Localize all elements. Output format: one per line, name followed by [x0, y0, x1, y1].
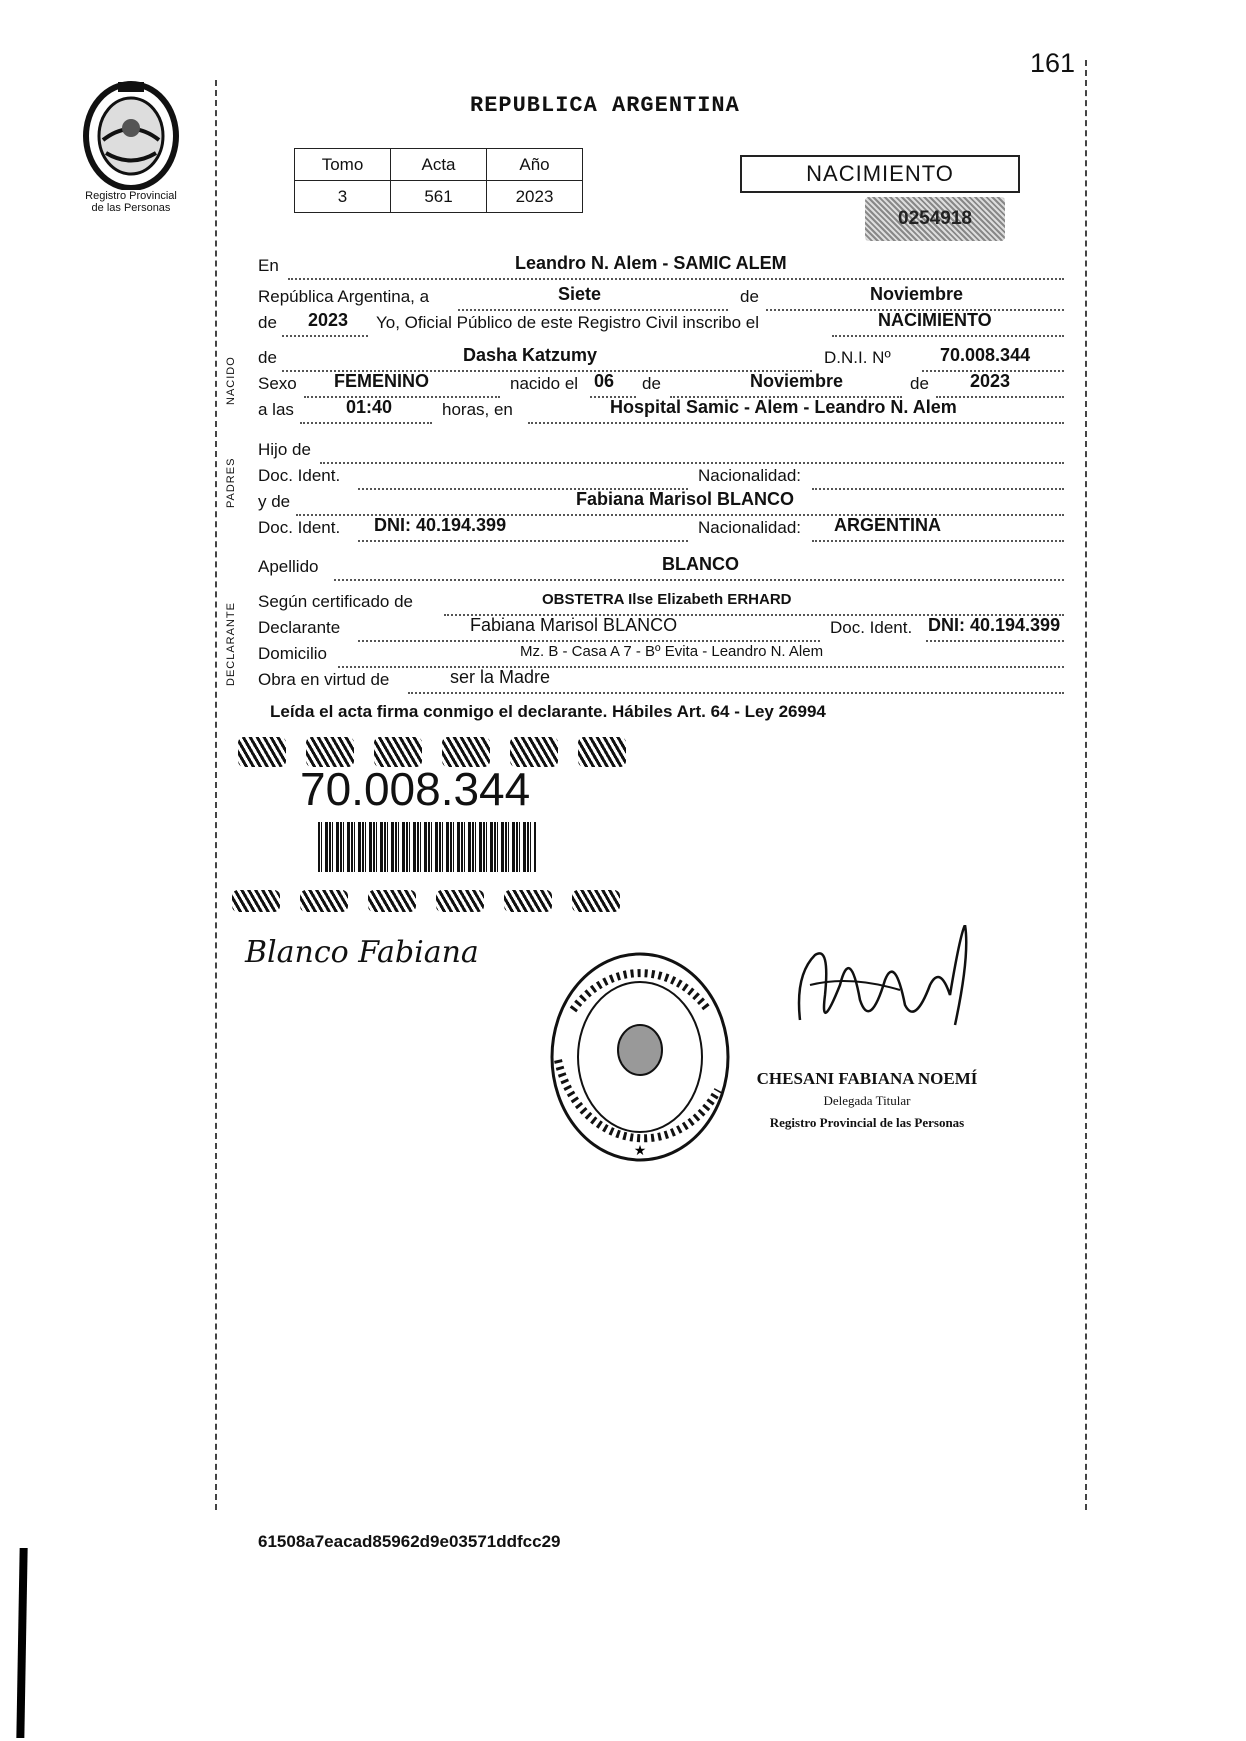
value-declarante: Fabiana Marisol BLANCO — [470, 615, 678, 635]
record-type-box: NACIMIENTO — [740, 155, 1020, 193]
id-number-large: 70.008.344 — [300, 763, 531, 815]
value-tomo: 3 — [295, 181, 391, 213]
stamp-number: 0254918 — [865, 197, 1005, 241]
provincial-crest-logo — [78, 78, 184, 190]
value-anio: 2023 — [487, 181, 583, 213]
value-acta: 561 — [391, 181, 487, 213]
security-marks-bottom — [232, 890, 672, 918]
value-nacido-dia: 06 — [594, 371, 615, 391]
value-certificado: OBSTETRA Ilse Elizabeth ERHARD — [542, 591, 792, 608]
signer-block — [742, 1068, 992, 1134]
value-dia: Siete — [558, 284, 602, 304]
signer-office: Registro Provincial de las Personas — [769, 1115, 965, 1130]
official-seal — [548, 950, 733, 1165]
label-en: En — [258, 256, 279, 275]
scan-edge-bar — [16, 1548, 27, 1738]
header-anio: Año — [487, 149, 583, 181]
side-label-nacido: NACIDO — [225, 356, 237, 405]
page-number: 161 — [1030, 48, 1076, 78]
value-mes: Noviembre — [870, 284, 964, 304]
page-title: REPUBLICA ARGENTINA — [470, 93, 740, 118]
value-domicilio: Mz. B - Casa A 7 - Bº Evita - Leandro N. Alem — [520, 643, 824, 660]
document-hash: 61508a7eacad85962d9e03571ddfcc29 — [258, 1532, 561, 1551]
record-table — [294, 148, 583, 213]
official-signature — [790, 925, 980, 1055]
header-tomo: Tomo — [295, 149, 391, 181]
value-obra: ser la Madre — [450, 667, 551, 687]
value-dni: 70.008.344 — [940, 345, 1031, 365]
value-anio-acta: 2023 — [308, 310, 349, 330]
value-lugar: Hospital Samic - Alem - Leandro N. Alem — [610, 397, 957, 417]
side-label-padres: PADRES — [225, 457, 237, 508]
value-madre: Fabiana Marisol BLANCO — [576, 489, 795, 509]
value-nombre: Dasha Katzumy — [463, 345, 598, 365]
logo-caption: Registro Provincial de las Personas — [85, 190, 177, 214]
left-margin-line — [215, 80, 217, 1510]
value-en: Leandro N. Alem - SAMIC ALEM — [515, 253, 787, 273]
side-label-declarante: DECLARANTE — [225, 602, 237, 686]
value-apellido: BLANCO — [662, 554, 739, 574]
legal-text: Leída el acta firma conmigo el declarante. Hábiles Art. 64 - Ley 26994 — [270, 702, 826, 721]
signer-name: CHESANI FABIANA NOEMÍ — [756, 1069, 978, 1088]
svg-text:★: ★ — [633, 1143, 647, 1159]
handwritten-signature-declarante: Blanco Fabiana — [245, 935, 479, 970]
value-nacido-mes: Noviembre — [750, 371, 844, 391]
value-hora: 01:40 — [346, 397, 393, 417]
signer-role: Delegada Titular — [823, 1093, 911, 1108]
value-doc-madre: DNI: 40.194.399 — [374, 515, 507, 535]
value-sexo: FEMENINO — [334, 371, 430, 391]
value-nac-madre: ARGENTINA — [834, 515, 941, 535]
value-inscribo: NACIMIENTO — [878, 310, 992, 330]
value-nacido-anio: 2023 — [970, 371, 1011, 391]
value-decl-doc: DNI: 40.194.399 — [928, 615, 1061, 635]
header-acta: Acta — [391, 149, 487, 181]
right-margin-line — [1085, 60, 1087, 1510]
barcode — [318, 822, 536, 872]
